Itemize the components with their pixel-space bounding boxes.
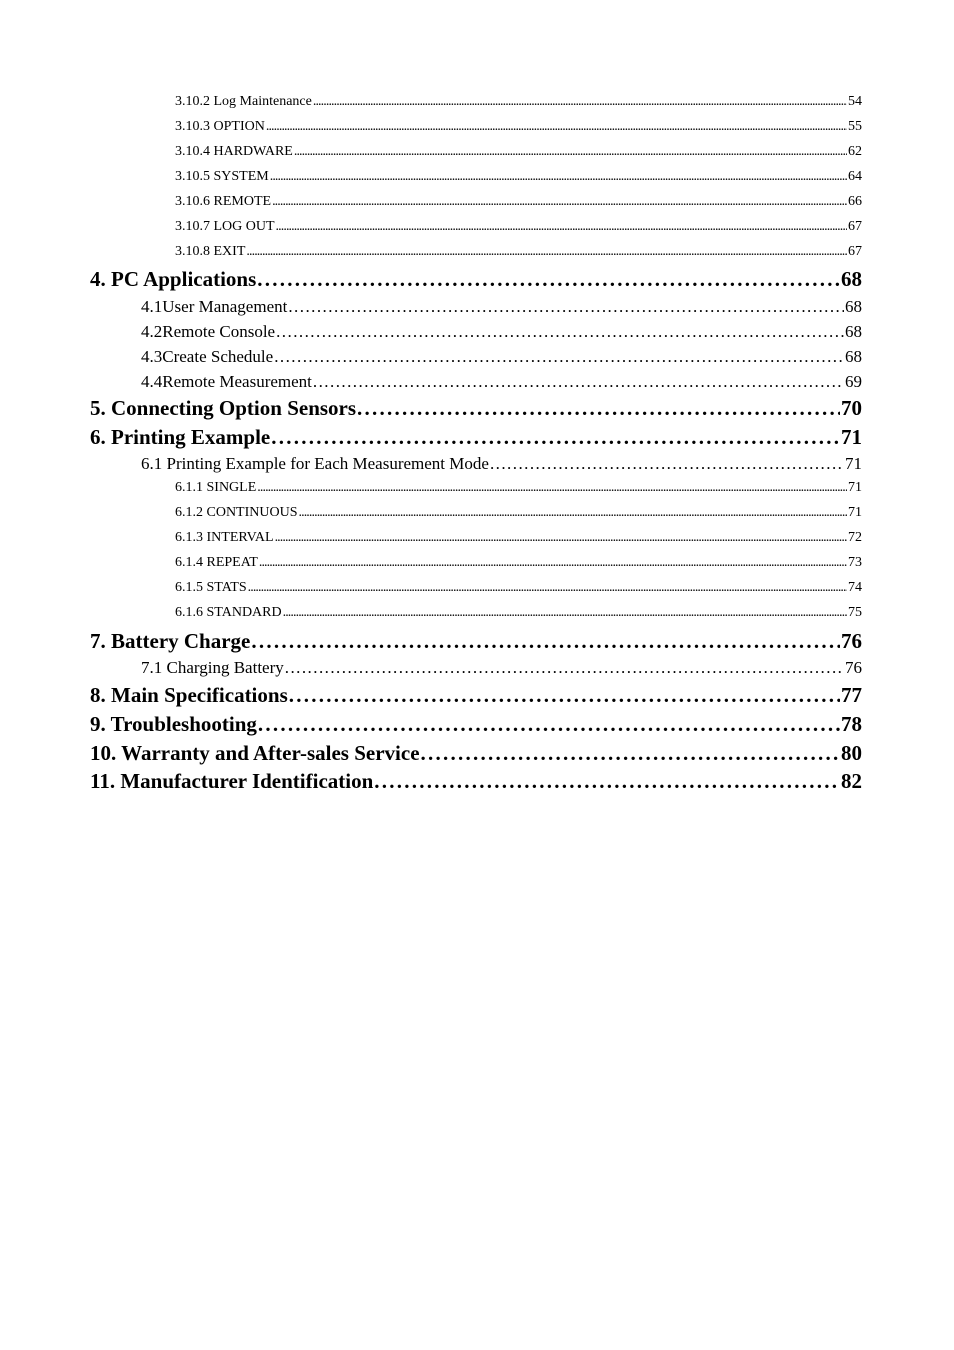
toc-chapter[interactable] bbox=[90, 741, 862, 766]
toc-entry[interactable] bbox=[175, 94, 862, 110]
toc-entry-title: 3.10.3 OPTION bbox=[175, 119, 265, 134]
toc-section-title: User Management bbox=[162, 297, 288, 316]
dot-leader bbox=[357, 396, 840, 421]
toc-section[interactable] bbox=[141, 347, 862, 367]
toc-entry-page: 66 bbox=[848, 194, 862, 209]
toc-section-page: 68 bbox=[845, 322, 862, 341]
toc-section[interactable] bbox=[141, 658, 862, 678]
toc-section[interactable] bbox=[141, 372, 862, 392]
dot-leader bbox=[421, 741, 840, 766]
toc-entry[interactable] bbox=[175, 505, 862, 521]
toc-section-number: 4.1 bbox=[141, 297, 163, 316]
toc-section-title: Remote Measurement bbox=[162, 372, 312, 391]
toc-entry-page: 73 bbox=[848, 555, 862, 570]
toc-chapter[interactable] bbox=[90, 425, 862, 450]
toc-chapter-title: 9. Troubleshooting bbox=[90, 712, 257, 736]
toc-section[interactable] bbox=[141, 297, 862, 317]
toc-entry-title: 6.1.3 INTERVAL bbox=[175, 530, 274, 545]
toc-chapter-page: 80 bbox=[841, 741, 862, 765]
toc-chapter-title: 4. PC Applications bbox=[90, 267, 257, 291]
toc-entry-page: 71 bbox=[848, 505, 862, 520]
toc-entry[interactable] bbox=[175, 219, 862, 235]
toc-chapter-page: 82 bbox=[841, 769, 862, 793]
dot-leader bbox=[274, 347, 844, 367]
toc-section-page: 71 bbox=[845, 454, 862, 473]
toc-chapter-page: 68 bbox=[841, 267, 862, 291]
toc-chapter-page: 76 bbox=[841, 629, 862, 653]
dot-leader bbox=[251, 629, 840, 654]
toc-entry[interactable] bbox=[175, 144, 862, 160]
toc-entry-title: 3.10.4 HARDWARE bbox=[175, 144, 293, 159]
dot-leader bbox=[266, 119, 847, 135]
toc-entry[interactable] bbox=[175, 480, 862, 496]
dot-leader bbox=[299, 505, 848, 521]
toc-entry-title: 6.1.2 CONTINUOUS bbox=[175, 505, 298, 520]
dot-leader bbox=[285, 658, 844, 678]
toc-section-page: 69 bbox=[845, 372, 862, 391]
toc-section-title: 6.1 Printing Example for Each Measurement Mode bbox=[141, 454, 489, 473]
toc-chapter-title: 11. Manufacturer Identification bbox=[90, 769, 374, 793]
toc-entry[interactable] bbox=[175, 169, 862, 185]
toc-entry-page: 64 bbox=[848, 169, 862, 184]
toc-entry-title: 3.10.8 EXIT bbox=[175, 244, 246, 259]
toc-entry[interactable] bbox=[175, 530, 862, 546]
toc-entry-page: 54 bbox=[848, 94, 862, 109]
dot-leader bbox=[259, 555, 847, 571]
toc-chapter[interactable] bbox=[90, 396, 862, 421]
toc-entry[interactable] bbox=[175, 555, 862, 571]
toc-entry-page: 55 bbox=[848, 119, 862, 134]
toc-chapter-title: 6. Printing Example bbox=[90, 425, 271, 449]
toc-section-title: 7.1 Charging Battery bbox=[141, 658, 284, 677]
toc-section-page: 68 bbox=[845, 297, 862, 316]
dot-leader bbox=[289, 683, 840, 708]
toc-entry-title: 6.1.5 STATS bbox=[175, 580, 247, 595]
toc-chapter-page: 77 bbox=[841, 683, 862, 707]
toc-entry-page: 67 bbox=[848, 244, 862, 259]
dot-leader bbox=[374, 769, 840, 794]
dot-leader bbox=[248, 580, 847, 596]
toc-chapter-title: 10. Warranty and After-sales Service bbox=[90, 741, 420, 765]
toc-section-title: Remote Console bbox=[162, 322, 276, 341]
toc-entry-title: 6.1.1 SINGLE bbox=[175, 480, 257, 495]
toc-entry-title: 3.10.6 REMOTE bbox=[175, 194, 272, 209]
toc-entry[interactable] bbox=[175, 244, 862, 260]
toc-section[interactable] bbox=[141, 454, 862, 474]
toc-entry-page: 75 bbox=[848, 605, 862, 620]
toc-entry[interactable] bbox=[175, 580, 862, 596]
toc-section-number: 4.4 bbox=[141, 372, 163, 391]
dot-leader bbox=[246, 244, 847, 260]
toc-section-number: 4.3 bbox=[141, 347, 163, 366]
toc-section-page: 68 bbox=[845, 347, 862, 366]
dot-leader bbox=[490, 454, 844, 474]
toc-entry[interactable] bbox=[175, 194, 862, 210]
dot-leader bbox=[258, 712, 840, 737]
dot-leader bbox=[313, 94, 847, 110]
toc-entry-title: 3.10.7 LOG OUT bbox=[175, 219, 275, 234]
toc-entry-page: 72 bbox=[848, 530, 862, 545]
toc-section-number: 4.2 bbox=[141, 322, 163, 341]
toc-entry-title: 6.1.6 STANDARD bbox=[175, 605, 282, 620]
dot-leader bbox=[257, 267, 840, 292]
toc-entry[interactable] bbox=[175, 605, 862, 621]
toc-section-title: Create Schedule bbox=[162, 347, 274, 366]
toc-entry-title: 3.10.2 Log Maintenance bbox=[175, 94, 312, 109]
toc-chapter[interactable] bbox=[90, 629, 862, 654]
toc-section[interactable] bbox=[141, 322, 862, 342]
toc-chapter-page: 71 bbox=[841, 425, 862, 449]
toc-entry-page: 71 bbox=[848, 480, 862, 495]
toc-entry-page: 74 bbox=[848, 580, 862, 595]
toc-chapter-title: 7. Battery Charge bbox=[90, 629, 251, 653]
toc-chapter-title: 5. Connecting Option Sensors bbox=[90, 396, 357, 420]
dot-leader bbox=[283, 605, 847, 621]
dot-leader bbox=[272, 194, 847, 210]
toc-chapter-page: 78 bbox=[841, 712, 862, 736]
dot-leader bbox=[275, 530, 847, 546]
dot-leader bbox=[294, 144, 847, 160]
toc-entry-title: 3.10.5 SYSTEM bbox=[175, 169, 269, 184]
toc-chapter[interactable] bbox=[90, 683, 862, 708]
toc-entry[interactable] bbox=[175, 119, 862, 135]
dot-leader bbox=[288, 297, 844, 317]
dot-leader bbox=[276, 219, 847, 235]
dot-leader bbox=[271, 425, 840, 450]
dot-leader bbox=[257, 480, 847, 496]
toc-chapter-page: 70 bbox=[841, 396, 862, 420]
dot-leader bbox=[270, 169, 847, 185]
dot-leader bbox=[276, 322, 844, 342]
toc-entry-page: 62 bbox=[848, 144, 862, 159]
toc-entry-title: 6.1.4 REPEAT bbox=[175, 555, 258, 570]
dot-leader bbox=[313, 372, 844, 392]
toc-chapter[interactable] bbox=[90, 769, 862, 794]
toc-chapter[interactable] bbox=[90, 267, 862, 292]
toc-chapter[interactable] bbox=[90, 712, 862, 737]
toc-entry-page: 67 bbox=[848, 219, 862, 234]
toc-chapter-title: 8. Main Specifications bbox=[90, 683, 288, 707]
toc-section-page: 76 bbox=[845, 658, 862, 677]
